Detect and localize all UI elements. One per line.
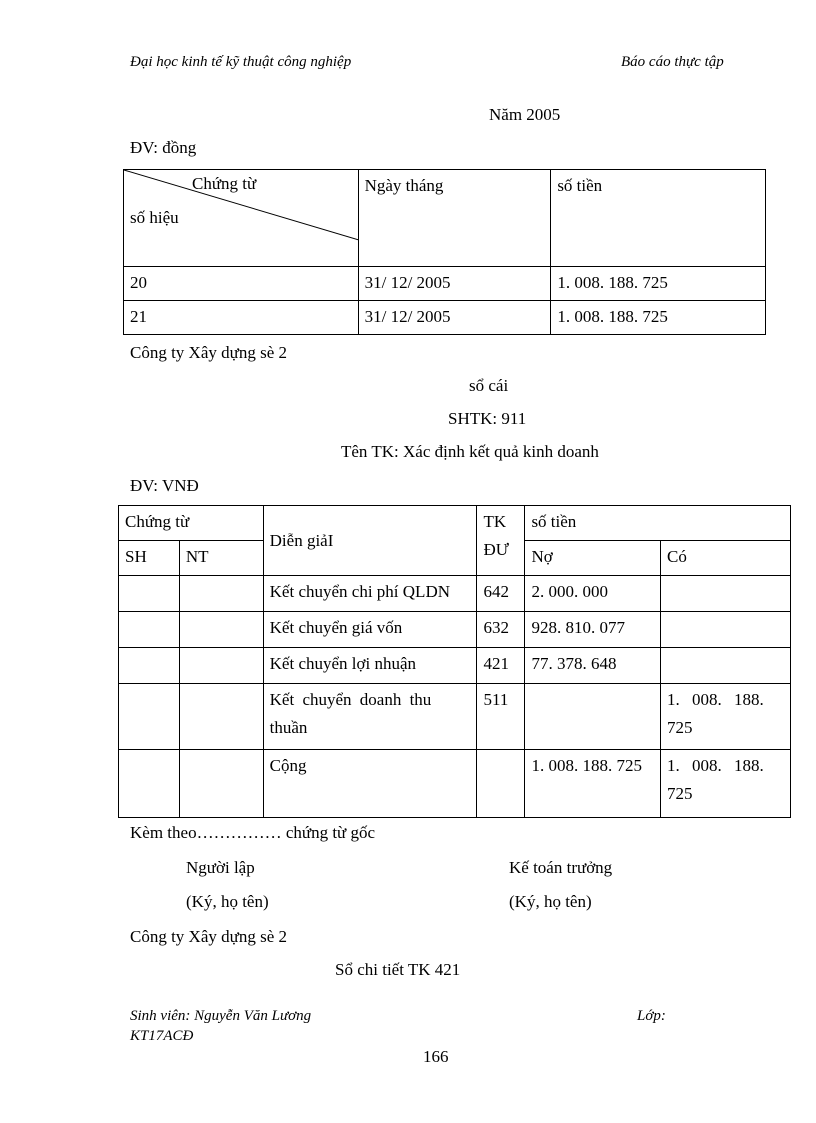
diagonal-header-cell xyxy=(124,170,359,267)
h-nt: NT xyxy=(179,541,263,576)
col-date-header: Ngày tháng xyxy=(358,170,551,267)
r4-desc xyxy=(263,684,477,750)
r4-sh xyxy=(119,684,180,750)
r4-no xyxy=(525,684,661,750)
h-sotien: số tiền xyxy=(525,506,791,541)
preparer-title: Người lập xyxy=(186,858,255,877)
r5-no: 1. 008. 188. 725 xyxy=(525,750,661,818)
unit-label-1: ĐV: đồng xyxy=(130,138,197,157)
r4-co xyxy=(661,684,791,750)
r5-co-line1: 1. 008. 188. xyxy=(667,756,764,775)
page-number: 166 xyxy=(423,1047,449,1066)
row1-no: 20 xyxy=(124,267,359,301)
r5-nt xyxy=(179,750,263,818)
account-number: SHTK: 911 xyxy=(448,409,527,428)
company-name-2: Công ty Xây dựng sè 2 xyxy=(130,927,288,946)
diag-bottom-label: số hiệu xyxy=(130,208,179,227)
r1-sh xyxy=(119,576,180,612)
footer-class-code: KT17ACĐ xyxy=(130,1028,194,1044)
header-left: Đại học kinh tế kỹ thuật công nghiệp xyxy=(130,54,352,70)
h-no: Nợ xyxy=(525,541,661,576)
r3-tk: 421 xyxy=(477,648,525,684)
chief-accountant-title: Kế toán trưởng xyxy=(509,858,613,877)
footer-student: Sinh viên: Nguyễn Văn Lương xyxy=(130,1008,312,1024)
unit-label-2: ĐV: VNĐ xyxy=(130,476,199,495)
diag-top-label: Chứng từ xyxy=(192,174,257,193)
ledger-title: sổ cái xyxy=(469,376,509,395)
r4-tk: 511 xyxy=(477,684,525,750)
r4-nt xyxy=(179,684,263,750)
r2-nt xyxy=(179,612,263,648)
r2-no: 928. 810. 077 xyxy=(525,612,661,648)
company-name-1: Công ty Xây dựng sè 2 xyxy=(130,343,288,362)
ledger-table xyxy=(118,505,791,818)
r5-desc: Cộng xyxy=(263,750,477,818)
row2-no: 21 xyxy=(124,301,359,335)
row2-date: 31/ 12/ 2005 xyxy=(358,301,551,335)
row1-date: 31/ 12/ 2005 xyxy=(358,267,551,301)
footer-class-label: Lớp: xyxy=(637,1008,666,1024)
r5-co xyxy=(661,750,791,818)
r5-co-line2: 725 xyxy=(667,784,693,803)
h-diengiai: Diễn giảI xyxy=(263,506,477,576)
col-amount-header: số tiền xyxy=(551,170,766,267)
h-tk-line1: TK xyxy=(483,512,507,531)
preparer-sign-note: (Ký, họ tên) xyxy=(186,892,269,911)
r2-sh xyxy=(119,612,180,648)
r4-co-line2: 725 xyxy=(667,718,693,737)
r2-co xyxy=(661,612,791,648)
r3-nt xyxy=(179,648,263,684)
account-name: Tên TK: Xác định kết quả kinh doanh xyxy=(341,442,599,461)
r5-sh xyxy=(119,750,180,818)
h-tk xyxy=(477,506,525,576)
h-sh: SH xyxy=(119,541,180,576)
r1-co xyxy=(661,576,791,612)
year-line: Năm 2005 xyxy=(489,105,561,124)
row2-amount: 1. 008. 188. 725 xyxy=(551,301,766,335)
h-chungtu: Chứng từ xyxy=(119,506,264,541)
h-tk-line2: ĐƯ xyxy=(483,540,509,559)
r1-no: 2. 000. 000 xyxy=(525,576,661,612)
chief-accountant-sign-note: (Ký, họ tên) xyxy=(509,892,592,911)
r2-tk: 632 xyxy=(477,612,525,648)
r1-nt xyxy=(179,576,263,612)
detail-ledger-title: Sổ chi tiết TK 421 xyxy=(335,960,461,979)
r4-desc-line2: thuần xyxy=(269,718,308,737)
r3-no: 77. 378. 648 xyxy=(525,648,661,684)
attached-docs-line: Kèm theo…………… chứng từ gốc xyxy=(130,823,376,842)
row1-amount: 1. 008. 188. 725 xyxy=(551,267,766,301)
r3-co xyxy=(661,648,791,684)
r3-sh xyxy=(119,648,180,684)
r1-tk: 642 xyxy=(477,576,525,612)
h-co: Có xyxy=(661,541,791,576)
r3-desc: Kết chuyển lợi nhuận xyxy=(263,648,477,684)
voucher-table xyxy=(123,169,766,335)
r4-co-line1: 1. 008. 188. xyxy=(667,690,764,709)
r5-tk xyxy=(477,750,525,818)
header-right: Báo cáo thực tập xyxy=(621,54,724,70)
r4-desc-line1: Kết chuyển doanh thu xyxy=(269,690,432,709)
r2-desc: Kết chuyển giá vốn xyxy=(263,612,477,648)
r1-desc: Kết chuyển chi phí QLDN xyxy=(263,576,477,612)
